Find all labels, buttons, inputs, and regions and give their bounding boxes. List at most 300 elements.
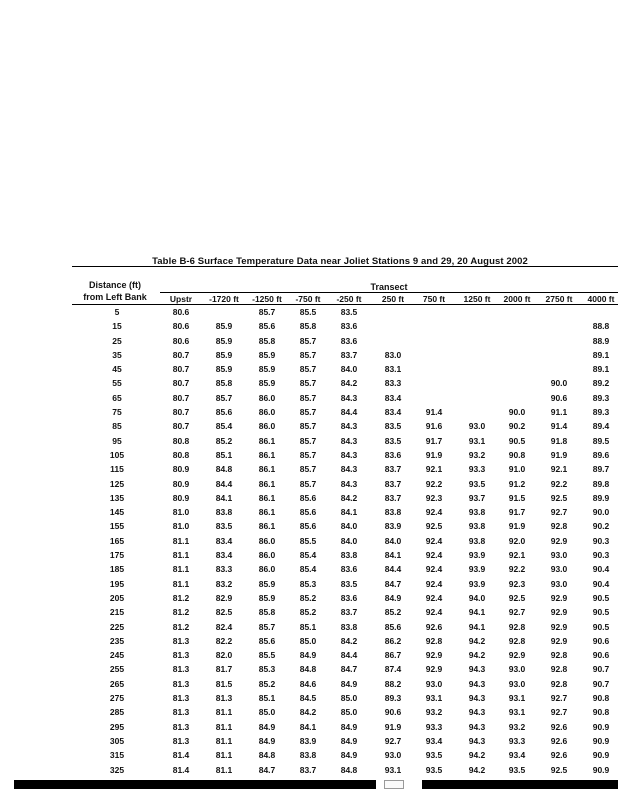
temperature-cell: 81.3 (172, 693, 190, 704)
temperature-cell: 83.7 (299, 764, 317, 775)
temperature-cell: 83.4 (215, 535, 233, 546)
distance-cell: 135 (109, 492, 125, 503)
temperature-cell: 84.3 (340, 435, 358, 446)
temperature-cell: 86.0 (258, 564, 276, 575)
temperature-cell: 90.5 (592, 607, 610, 618)
temperature-cell: 84.0 (340, 535, 358, 546)
temperature-cell: 90.9 (592, 735, 610, 746)
temperature-cell: 94.2 (468, 764, 486, 775)
temperature-cell: 90.0 (550, 378, 568, 389)
temperature-cell: 80.9 (172, 478, 190, 489)
temperature-cell: 84.4 (215, 478, 233, 489)
temperature-cell: 93.0 (384, 750, 402, 761)
distance-header-line1: Distance (ft) (88, 280, 141, 290)
temperature-cell: 81.1 (172, 535, 190, 546)
temperature-cell: 83.7 (340, 349, 358, 360)
temperature-cell: 92.2 (508, 564, 526, 575)
temperature-cell: 92.6 (550, 735, 568, 746)
temperature-cell: 86.0 (258, 535, 276, 546)
temperature-cell: 92.9 (550, 592, 568, 603)
column-header: 4000 ft (587, 294, 615, 304)
temperature-cell: 90.9 (592, 750, 610, 761)
temperature-cell: 94.0 (468, 592, 486, 603)
distance-cell: 235 (109, 635, 125, 646)
temperature-cell: 93.3 (425, 721, 443, 732)
distance-cell: 125 (109, 478, 125, 489)
scan-edge-bar-right (422, 780, 618, 789)
temperature-cell: 83.6 (340, 592, 358, 603)
temperature-cell: 93.2 (468, 449, 486, 460)
temperature-cell: 85.9 (215, 349, 233, 360)
temperature-cell: 91.7 (508, 507, 526, 518)
temperature-cell: 85.7 (299, 378, 317, 389)
distance-cell: 255 (109, 664, 125, 675)
table-row (0, 377, 618, 391)
temperature-cell: 83.5 (340, 578, 358, 589)
column-header: 2000 ft (503, 294, 531, 304)
temperature-cell: 82.4 (215, 621, 233, 632)
temperature-cell: 90.4 (592, 578, 610, 589)
temperature-cell: 81.3 (172, 635, 190, 646)
temperature-cell: 93.5 (425, 750, 443, 761)
temperature-cell: 90.8 (508, 449, 526, 460)
temperature-cell: 85.5 (258, 650, 276, 661)
temperature-cell: 81.2 (172, 592, 190, 603)
table-row (0, 721, 618, 735)
table-row (0, 735, 618, 749)
distance-cell: 175 (109, 550, 125, 561)
temperature-cell: 83.5 (215, 521, 233, 532)
temperature-cell: 92.5 (550, 764, 568, 775)
temperature-cell: 93.9 (468, 550, 486, 561)
distance-cell: 295 (109, 721, 125, 732)
temperature-cell: 85.8 (299, 321, 317, 332)
temperature-cell: 92.8 (550, 678, 568, 689)
temperature-cell: 92.7 (384, 735, 402, 746)
temperature-cell: 92.0 (508, 535, 526, 546)
temperature-cell: 90.0 (592, 507, 610, 518)
distance-cell: 85 (112, 421, 122, 432)
temperature-cell: 81.2 (172, 607, 190, 618)
temperature-cell: 92.6 (550, 750, 568, 761)
temperature-cell: 92.5 (550, 492, 568, 503)
table-row (0, 606, 618, 620)
temperature-cell: 92.1 (550, 464, 568, 475)
temperature-cell: 91.0 (508, 464, 526, 475)
temperature-cell: 94.2 (468, 750, 486, 761)
temperature-cell: 85.0 (340, 693, 358, 704)
table-row (0, 320, 618, 334)
table-row (0, 749, 618, 763)
temperature-cell: 85.2 (215, 435, 233, 446)
temperature-cell: 92.9 (550, 635, 568, 646)
temperature-cell: 82.0 (215, 650, 233, 661)
column-header: Upstr (169, 294, 193, 304)
temperature-cell: 92.6 (550, 721, 568, 732)
temperature-cell: 85.8 (258, 607, 276, 618)
temperature-cell: 85.7 (299, 478, 317, 489)
temperature-cell: 85.6 (384, 621, 402, 632)
temperature-cell: 81.0 (172, 521, 190, 532)
temperature-cell: 91.5 (508, 492, 526, 503)
temperature-cell: 86.0 (258, 550, 276, 561)
temperature-cell: 83.4 (384, 407, 402, 418)
distance-cell: 205 (109, 592, 125, 603)
temperature-cell: 93.1 (508, 707, 526, 718)
table-row (0, 563, 618, 577)
temperature-cell: 83.8 (384, 507, 402, 518)
temperature-cell: 83.6 (340, 335, 358, 346)
temperature-cell: 92.4 (425, 607, 443, 618)
temperature-cell: 93.1 (508, 693, 526, 704)
temperature-cell: 85.7 (299, 364, 317, 375)
table-row (0, 449, 618, 463)
temperature-cell: 89.2 (592, 378, 610, 389)
column-header: 2750 ft (545, 294, 573, 304)
temperature-cell: 81.3 (215, 693, 233, 704)
table-row (0, 764, 618, 778)
temperature-cell: 85.9 (258, 578, 276, 589)
temperature-cell: 92.9 (550, 621, 568, 632)
temperature-cell: 91.4 (550, 421, 568, 432)
temperature-cell: 92.2 (550, 478, 568, 489)
temperature-cell: 92.8 (425, 635, 443, 646)
temperature-cell: 85.7 (299, 407, 317, 418)
temperature-cell: 92.5 (508, 592, 526, 603)
temperature-cell: 83.2 (215, 578, 233, 589)
temperature-cell: 81.1 (215, 707, 233, 718)
temperature-cell: 85.7 (299, 335, 317, 346)
temperature-cell: 92.8 (550, 521, 568, 532)
temperature-cell: 89.1 (592, 349, 610, 360)
temperature-cell: 83.4 (384, 392, 402, 403)
temperature-cell: 85.8 (215, 378, 233, 389)
temperature-cell: 90.6 (592, 650, 610, 661)
temperature-cell: 90.9 (592, 721, 610, 732)
temperature-cell: 90.6 (384, 707, 402, 718)
distance-cell: 195 (109, 578, 125, 589)
column-header: -250 ft (336, 294, 362, 304)
temperature-cell: 83.1 (384, 364, 402, 375)
temperature-cell: 94.3 (468, 721, 486, 732)
temperature-cell: 85.0 (340, 707, 358, 718)
temperature-cell: 85.4 (299, 550, 317, 561)
temperature-cell: 84.9 (340, 678, 358, 689)
temperature-cell: 83.3 (384, 378, 402, 389)
temperature-cell: 90.7 (592, 678, 610, 689)
table-body (0, 306, 618, 778)
temperature-cell: 85.9 (258, 349, 276, 360)
table-row (0, 463, 618, 477)
distance-cell: 5 (114, 307, 120, 317)
temperature-cell: 90.2 (592, 521, 610, 532)
temperature-cell: 84.8 (258, 750, 276, 761)
temperature-cell: 83.5 (384, 421, 402, 432)
temperature-cell: 92.7 (550, 693, 568, 704)
distance-cell: 215 (109, 607, 125, 618)
table-row (0, 420, 618, 434)
temperature-cell: 81.4 (172, 750, 190, 761)
temperature-cell: 89.8 (592, 478, 610, 489)
temperature-cell: 90.5 (508, 435, 526, 446)
temperature-cell: 84.0 (340, 364, 358, 375)
temperature-cell: 88.8 (592, 321, 610, 332)
temperature-cell: 94.3 (468, 693, 486, 704)
temperature-cell: 91.6 (425, 421, 443, 432)
temperature-cell: 93.4 (425, 735, 443, 746)
temperature-cell: 81.1 (172, 578, 190, 589)
temperature-cell: 83.8 (215, 507, 233, 518)
column-header: 750 ft (422, 294, 446, 304)
temperature-cell: 85.9 (258, 378, 276, 389)
temperature-cell: 85.6 (299, 507, 317, 518)
temperature-cell: 89.6 (592, 449, 610, 460)
temperature-cell: 84.3 (340, 421, 358, 432)
temperature-cell: 93.9 (468, 578, 486, 589)
temperature-cell: 91.1 (550, 407, 568, 418)
temperature-cell: 92.1 (425, 464, 443, 475)
temperature-cell: 84.9 (340, 721, 358, 732)
distance-cell: 305 (109, 735, 125, 746)
distance-cell: 55 (112, 378, 122, 389)
temperature-cell: 81.1 (172, 550, 190, 561)
temperature-cell: 85.7 (299, 435, 317, 446)
column-header: 1250 ft (463, 294, 491, 304)
temperature-cell: 91.9 (425, 449, 443, 460)
temperature-cell: 92.6 (425, 621, 443, 632)
temperature-cell: 93.0 (508, 664, 526, 675)
temperature-cell: 83.6 (340, 321, 358, 332)
temperature-cell: 94.1 (468, 621, 486, 632)
temperature-cell: 83.7 (340, 607, 358, 618)
temperature-cell: 93.5 (425, 764, 443, 775)
temperature-cell: 92.9 (425, 664, 443, 675)
temperature-cell: 91.9 (508, 521, 526, 532)
temperature-cell: 85.9 (215, 335, 233, 346)
temperature-cell: 93.5 (508, 764, 526, 775)
temperature-cell: 89.5 (592, 435, 610, 446)
table-row (0, 363, 618, 377)
temperature-cell: 85.5 (299, 535, 317, 546)
temperature-cell: 93.8 (468, 535, 486, 546)
temperature-cell: 84.3 (340, 449, 358, 460)
temperature-cell: 92.4 (425, 550, 443, 561)
temperature-cell: 93.0 (550, 564, 568, 575)
temperature-cell: 90.3 (592, 535, 610, 546)
temperature-cell: 85.1 (215, 449, 233, 460)
temperature-cell: 81.3 (172, 707, 190, 718)
distance-column-header (72, 279, 158, 303)
temperature-cell: 84.9 (340, 750, 358, 761)
temperature-cell: 90.0 (508, 407, 526, 418)
temperature-cell: 91.4 (425, 407, 443, 418)
temperature-cell: 92.9 (508, 650, 526, 661)
temperature-cell: 89.4 (592, 421, 610, 432)
distance-cell: 35 (112, 349, 122, 360)
temperature-cell: 85.7 (299, 464, 317, 475)
temperature-cell: 83.0 (384, 349, 402, 360)
distance-cell: 315 (109, 750, 125, 761)
temperature-cell: 91.7 (425, 435, 443, 446)
temperature-cell: 90.6 (550, 392, 568, 403)
distance-cell: 15 (112, 321, 122, 332)
temperature-cell: 80.6 (172, 335, 190, 346)
temperature-cell: 90.6 (592, 635, 610, 646)
temperature-cell: 89.1 (592, 364, 610, 375)
temperature-cell: 94.3 (468, 664, 486, 675)
temperature-cell: 84.9 (258, 735, 276, 746)
temperature-cell: 84.7 (258, 764, 276, 775)
temperature-cell: 86.1 (258, 521, 276, 532)
temperature-cell: 86.1 (258, 492, 276, 503)
temperature-cell: 90.5 (592, 592, 610, 603)
temperature-cell: 91.2 (508, 478, 526, 489)
temperature-cell: 80.7 (172, 392, 190, 403)
temperature-cell: 80.8 (172, 435, 190, 446)
temperature-cell: 81.3 (172, 735, 190, 746)
temperature-cell: 83.6 (340, 564, 358, 575)
temperature-cell: 82.9 (215, 592, 233, 603)
table-title: Table B-6 Surface Temperature Data near Joliet Stations 9 and 29, 20 August 2002 (152, 256, 528, 267)
temperature-cell: 80.9 (172, 464, 190, 475)
temperature-cell: 92.4 (425, 507, 443, 518)
temperature-cell: 84.1 (299, 721, 317, 732)
distance-cell: 95 (112, 435, 122, 446)
temperature-cell: 85.7 (258, 307, 276, 317)
temperature-cell: 84.5 (299, 693, 317, 704)
temperature-cell: 93.0 (508, 678, 526, 689)
temperature-cell: 85.2 (258, 678, 276, 689)
temperature-cell: 90.2 (508, 421, 526, 432)
temperature-cell: 85.9 (258, 364, 276, 375)
temperature-cell: 84.1 (384, 550, 402, 561)
distance-cell: 225 (109, 621, 125, 632)
header-bottom-rule (72, 304, 618, 305)
temperature-cell: 94.3 (468, 678, 486, 689)
table-row (0, 678, 618, 692)
temperature-cell: 80.7 (172, 378, 190, 389)
temperature-cell: 93.2 (425, 707, 443, 718)
temperature-cell: 92.9 (425, 650, 443, 661)
temperature-cell: 83.8 (340, 621, 358, 632)
distance-cell: 245 (109, 650, 125, 661)
temperature-cell: 84.1 (340, 507, 358, 518)
temperature-cell: 92.5 (425, 521, 443, 532)
temperature-cell: 92.2 (425, 478, 443, 489)
temperature-cell: 85.4 (299, 564, 317, 575)
transect-rule (160, 292, 618, 293)
temperature-cell: 93.0 (550, 578, 568, 589)
temperature-cell: 81.1 (215, 750, 233, 761)
temperature-cell: 85.1 (299, 621, 317, 632)
temperature-cell: 91.9 (384, 721, 402, 732)
temperature-cell: 82.5 (215, 607, 233, 618)
table-row (0, 306, 618, 320)
temperature-cell: 81.1 (215, 764, 233, 775)
table-row (0, 592, 618, 606)
distance-cell: 75 (112, 407, 122, 418)
temperature-cell: 93.3 (468, 464, 486, 475)
temperature-cell: 91.8 (550, 435, 568, 446)
temperature-cell: 81.3 (172, 721, 190, 732)
temperature-cell: 84.2 (340, 378, 358, 389)
temperature-cell: 83.8 (340, 550, 358, 561)
temperature-cell: 84.7 (384, 578, 402, 589)
temperature-cell: 85.7 (299, 449, 317, 460)
temperature-cell: 92.4 (425, 578, 443, 589)
temperature-cell: 84.0 (340, 521, 358, 532)
distance-cell: 115 (110, 464, 124, 475)
temperature-cell: 90.9 (592, 764, 610, 775)
temperature-cell: 84.9 (384, 592, 402, 603)
temperature-cell: 84.3 (340, 392, 358, 403)
temperature-cell: 83.9 (299, 735, 317, 746)
temperature-cell: 86.1 (258, 507, 276, 518)
temperature-cell: 81.3 (172, 650, 190, 661)
temperature-cell: 85.7 (299, 349, 317, 360)
table-row (0, 663, 618, 677)
temperature-cell: 85.6 (299, 521, 317, 532)
temperature-cell: 93.1 (425, 693, 443, 704)
temperature-cell: 90.3 (592, 550, 610, 561)
temperature-cell: 84.2 (340, 635, 358, 646)
temperature-cell: 84.3 (340, 464, 358, 475)
table-top-rule (72, 266, 618, 267)
temperature-cell: 85.3 (299, 578, 317, 589)
temperature-cell: 83.7 (384, 478, 402, 489)
temperature-cell: 88.9 (592, 335, 610, 346)
temperature-cell: 81.3 (172, 664, 190, 675)
temperature-cell: 88.2 (384, 678, 402, 689)
temperature-cell: 85.2 (299, 592, 317, 603)
temperature-cell: 85.7 (215, 392, 233, 403)
column-header: -1720 ft (209, 294, 239, 304)
distance-cell: 165 (109, 535, 125, 546)
transect-group-label: Transect (370, 282, 408, 292)
table-row (0, 649, 618, 663)
temperature-cell: 84.9 (299, 650, 317, 661)
temperature-cell: 83.3 (215, 564, 233, 575)
temperature-cell: 93.0 (550, 550, 568, 561)
distance-cell: 105 (109, 449, 125, 460)
temperature-cell: 86.1 (258, 478, 276, 489)
temperature-cell: 92.4 (425, 564, 443, 575)
temperature-cell: 83.5 (340, 307, 358, 317)
table-row (0, 478, 618, 492)
temperature-cell: 85.8 (258, 335, 276, 346)
temperature-cell: 86.1 (258, 449, 276, 460)
temperature-cell: 89.3 (384, 693, 402, 704)
temperature-cell: 89.3 (592, 407, 610, 418)
distance-cell: 275 (109, 693, 125, 704)
temperature-cell: 92.8 (550, 664, 568, 675)
column-header: -1250 ft (252, 294, 282, 304)
temperature-cell: 84.4 (384, 564, 402, 575)
temperature-cell: 81.3 (172, 678, 190, 689)
distance-cell: 285 (109, 707, 125, 718)
temperature-cell: 81.1 (215, 721, 233, 732)
temperature-cell: 83.7 (384, 492, 402, 503)
temperature-cell: 83.9 (384, 521, 402, 532)
temperature-cell: 84.8 (299, 664, 317, 675)
temperature-cell: 92.3 (508, 578, 526, 589)
table-row (0, 635, 618, 649)
temperature-cell: 82.2 (215, 635, 233, 646)
temperature-cell: 84.4 (340, 650, 358, 661)
temperature-cell: 84.3 (340, 478, 358, 489)
temperature-cell: 85.5 (299, 307, 317, 317)
table-row (0, 492, 618, 506)
